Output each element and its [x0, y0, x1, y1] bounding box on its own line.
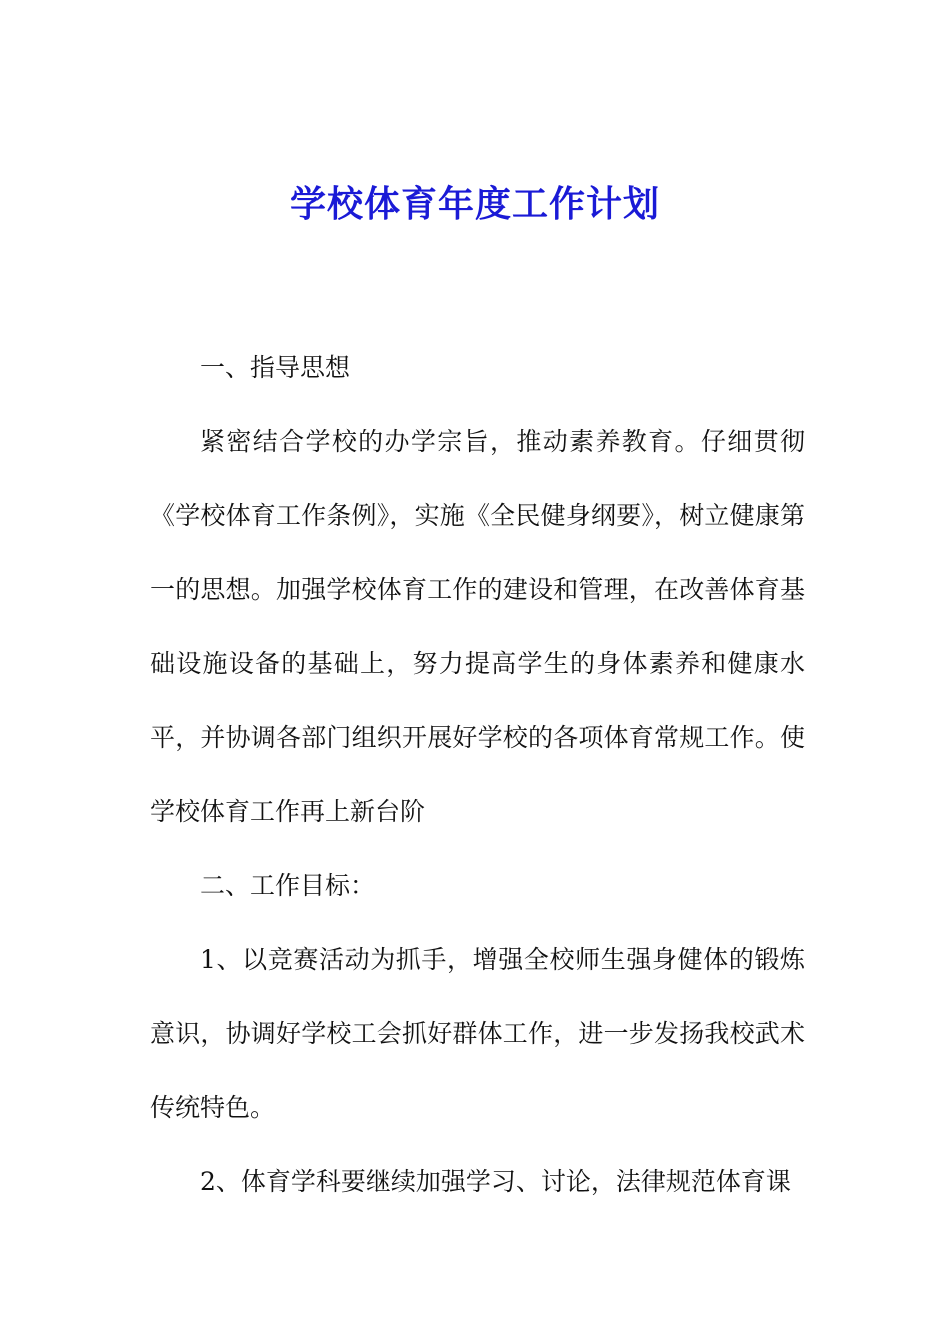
- section-heading-guiding-thought: 一、指导思想: [200, 353, 351, 382]
- document-body: [150, 331, 805, 1219]
- goal-item-2: 2、体育学科要继续加强学习、讨论，法律规范体育课: [200, 1167, 791, 1196]
- section-heading-work-goals: 二、工作目标：: [200, 871, 376, 900]
- paragraph-guiding-thought: 紧密结合学校的办学宗旨，推动素养教育。仔细贯彻《学校体育工作条例》，实施《全民健身纲要》，树立健康第一的思想。加强学校体育工作的建设和管理，在改善体育基础设施设备的基础上，努力提高学生的身体素养和健康水平，并协调各部门组织开展好学校的各项体育常规工作。使学校体育工作再上新台阶: [150, 427, 805, 826]
- document-title: 学校体育年度工作计划: [289, 183, 660, 225]
- goal-item-1: 1、以竞赛活动为抓手，增强全校师生强身健体的锻炼意识，协调好学校工会抓好群体工作，进一步发扬我校武术传统特色。: [150, 945, 805, 1122]
